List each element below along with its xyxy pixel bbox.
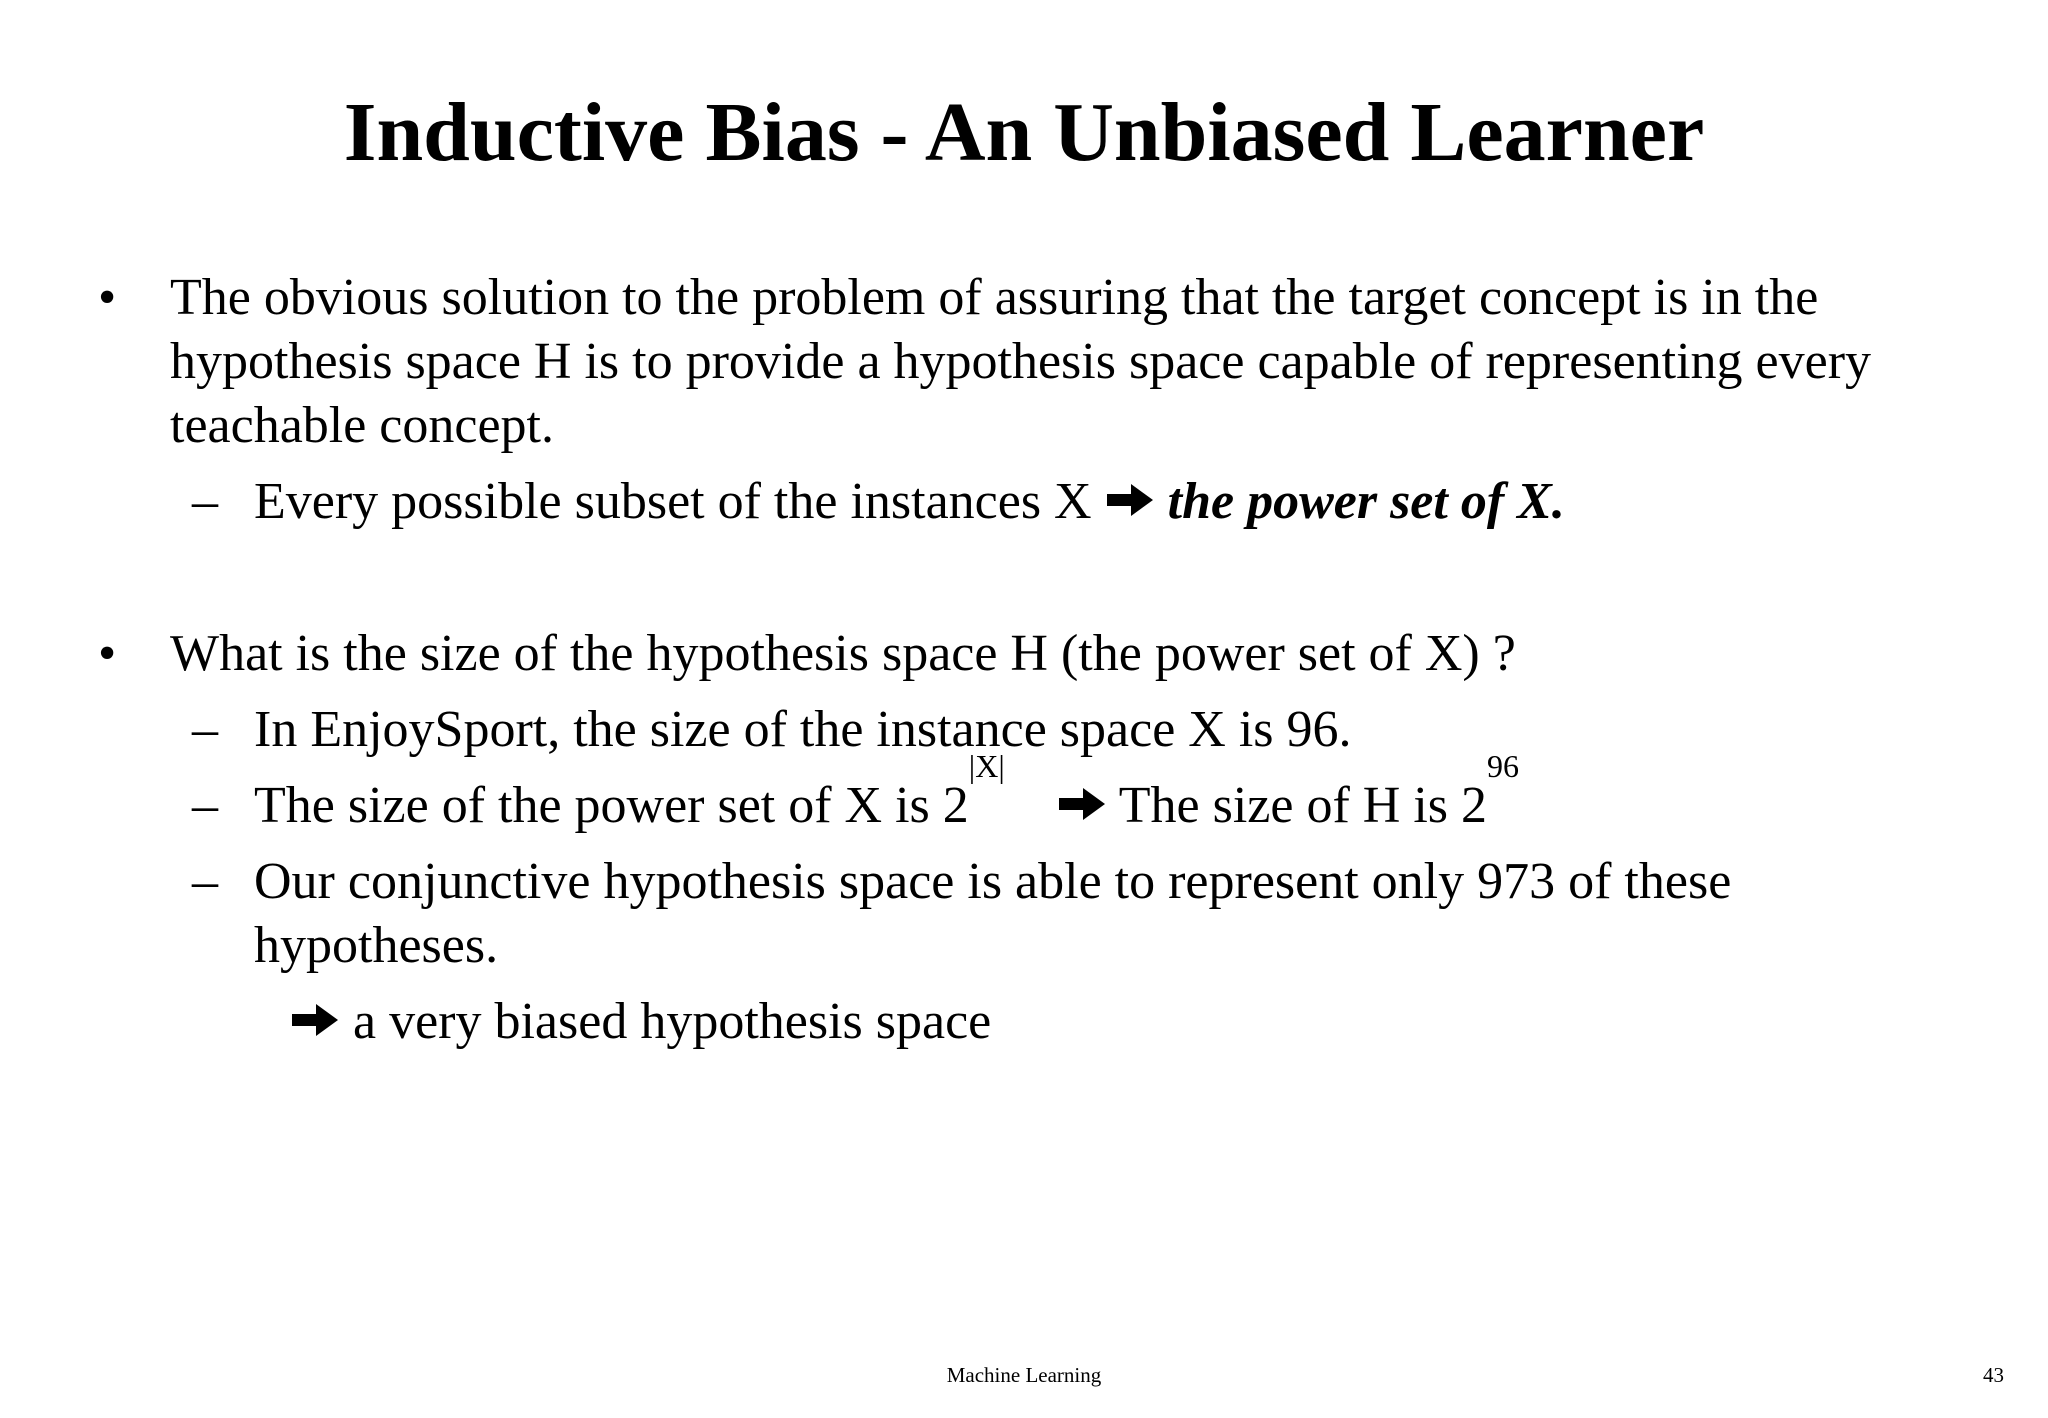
sub-bullet-text: In EnjoySport, the size of the instance space X is 96. — [254, 701, 1352, 758]
sub-bullet-marker: – — [192, 473, 218, 530]
power-set-emphasis: the power set of X. — [1167, 473, 1565, 530]
sub-bullet-text-line: hypotheses. — [254, 917, 499, 974]
sub-bullet-power-set-size — [254, 748, 1520, 838]
sub-bullet-marker: – — [192, 701, 218, 758]
bullet-marker: • — [98, 625, 117, 682]
bullet-marker: • — [98, 269, 117, 326]
conclusion-text: a very biased hypothesis space — [353, 993, 992, 1050]
conclusion-line — [290, 990, 991, 1054]
superscript-exponent: 96 — [1487, 748, 1520, 784]
sub-bullet-marker: – — [192, 777, 218, 834]
bullet-text-line: hypothesis space H is to provide a hypothesis space capable of representing every — [170, 333, 1872, 390]
slide-title: Inductive Bias - An Unbiased Learner — [343, 86, 1705, 179]
sub-bullet-text: The size of the power set of X is 2 — [254, 777, 969, 834]
bullet-text-line: What is the size of the hypothesis space H (the power set of X) ? — [170, 625, 1516, 682]
right-arrow-icon — [1057, 784, 1107, 824]
page-number: 43 — [1983, 1363, 2004, 1387]
bullet-text-line: The obvious solution to the problem of assuring that the target concept is in the — [170, 269, 1819, 326]
footer-title: Machine Learning — [946, 1363, 1102, 1387]
sub-bullet-marker: – — [192, 853, 218, 910]
right-arrow-icon — [290, 1000, 340, 1040]
bullet-text-line: teachable concept. — [170, 397, 554, 454]
right-arrow-icon — [1105, 480, 1155, 520]
sub-bullet-text: Every possible subset of the instances X — [254, 473, 1092, 530]
superscript-cardinality: |X| — [968, 748, 1005, 784]
sub-bullet-power-set — [254, 470, 1565, 534]
sub-bullet-text-line: Our conjunctive hypothesis space is able to represent only 973 of these — [254, 853, 1732, 910]
sub-bullet-text: The size of H is 2 — [1118, 777, 1488, 834]
